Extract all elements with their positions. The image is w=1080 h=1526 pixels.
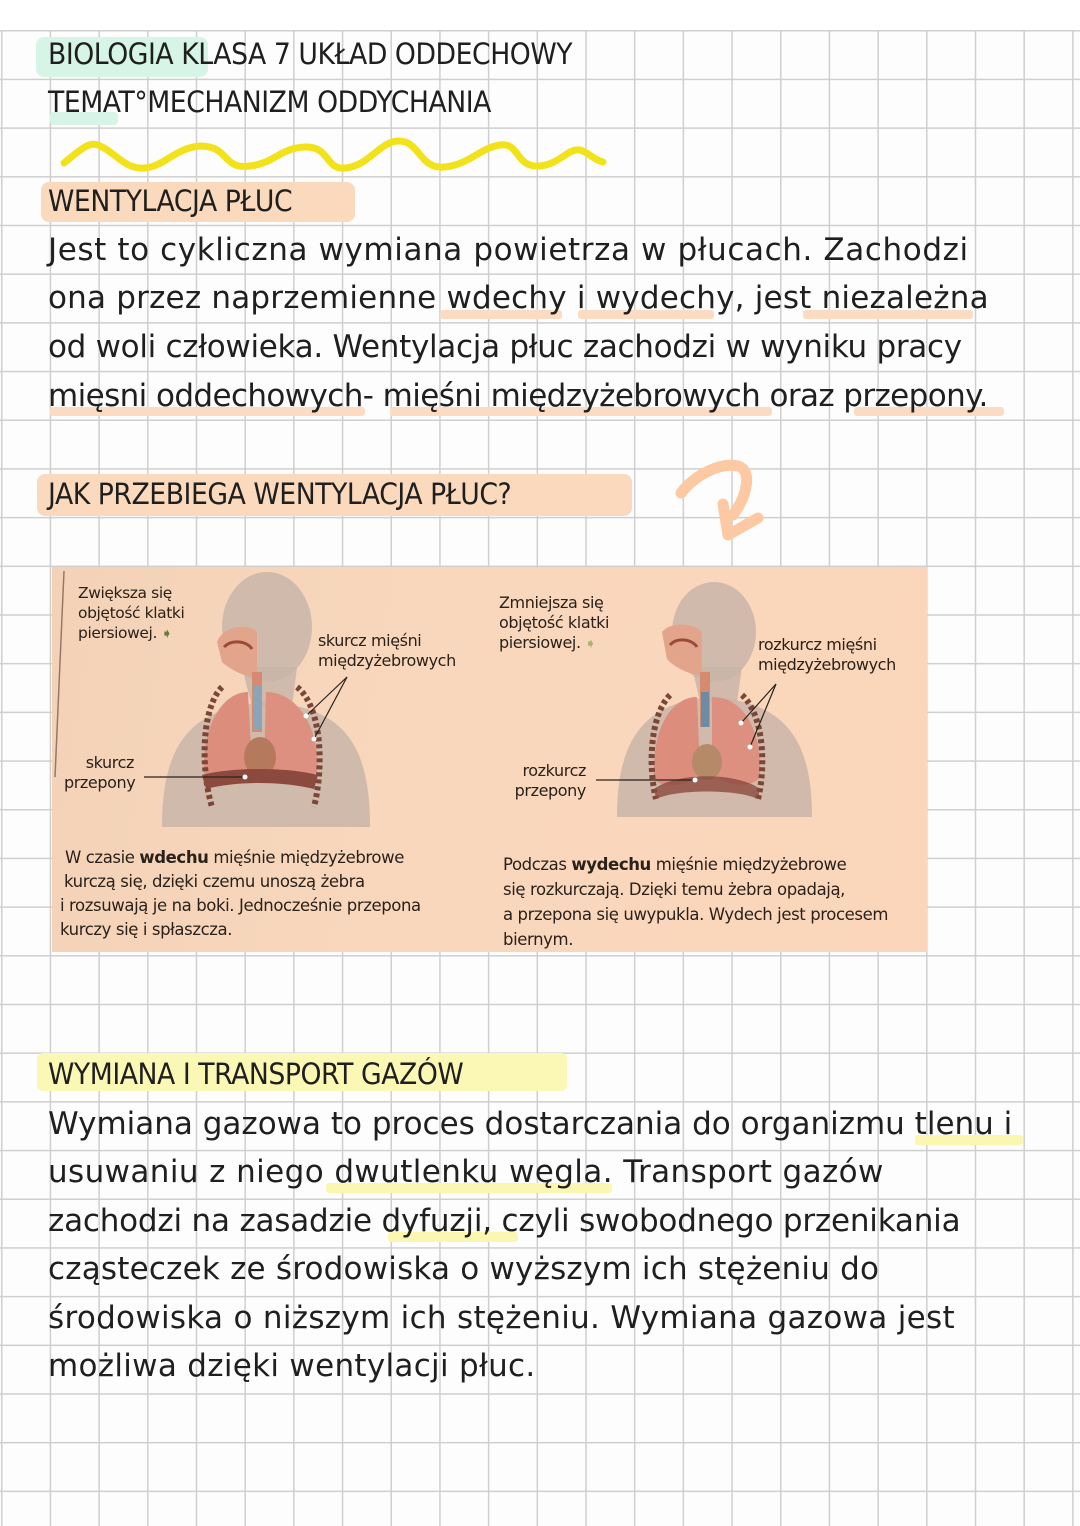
curved-arrow-down-icon <box>0 0 1080 600</box>
inhale-caption: W czasie wdechu mięśnie międzyżebrowe kurczą się, dzięki czemu unoszą żebra i rozsuwają je na boki. Jednocześnie przepona kurczy się i spłaszcza. <box>60 848 421 939</box>
section1-line-2: ona przez naprzemienne wdechy i wydechy, jest niezależna <box>48 280 989 316</box>
exhale-caption: Podczas wydechu mięśnie międzyżebrowe się rozkurczają. Dzięki temu żebra opadają, a przepona się uwypukla. Wydech jest procesem biernym. <box>503 855 889 949</box>
section1-line-1: Jest to cykliczna wymiana powietrza w płucach. Zachodzi <box>48 232 969 268</box>
inhale-keyword: wdechu <box>139 848 209 867</box>
section1-heading: WENTYLACJA PŁUC <box>48 184 293 218</box>
subject-text: BIOLOGIA <box>48 37 174 71</box>
class-and-chapter-text: KLASA 7 UKŁAD ODDECHOWY <box>173 37 573 71</box>
arrow-right-icon: ➧ <box>584 636 596 652</box>
section3-line-4: cząsteczek ze środowiska o wyższym ich stężeniu do <box>48 1251 880 1287</box>
topic-label: TEMAT <box>48 85 135 119</box>
topic-separator: ° <box>134 85 148 119</box>
exhale-muscle-label: rozkurcz mięśni międzyżebrowych <box>758 635 896 674</box>
exhale-keyword: wydechu <box>571 855 651 874</box>
exhale-volume-label: Zmniejsza się objętość klatki piersiowej. ➧ <box>499 593 610 652</box>
inhale-muscle-label: skurcz mięśni międzyżebrowych <box>318 631 456 670</box>
arrow-right-icon: ➧ <box>160 626 173 642</box>
section3-line-3: zachodzi na zasadzie dyfuzji, czyli swobodnego przenikania <box>48 1203 961 1239</box>
topic-title: MECHANIZM ODDYCHANIA <box>147 85 491 119</box>
section2-heading: JAK PRZEBIEGA WENTYLACJA PŁUC? <box>48 477 512 511</box>
section3-heading: WYMIANA I TRANSPORT GAZÓW <box>48 1057 464 1091</box>
section3-line-5: środowiska o niższym ich stężeniu. Wymiana gazowa jest <box>48 1300 955 1336</box>
section3-line-6: możliwa dzięki wentylacji płuc. <box>48 1348 536 1384</box>
section3-line-1: Wymiana gazowa to proces dostarczania do organizmu tlenu i <box>48 1106 1013 1142</box>
exhale-diaphragm-label: rozkurcz przepony <box>514 761 586 800</box>
section3-line-2: usuwaniu z niego dwutlenku węgla. Transport gazów <box>48 1154 884 1190</box>
section1-line-3: od woli człowieka. Wentylacja płuc zachodzi w wyniku pracy <box>48 329 962 365</box>
textbook-figure-breathing-mechanism <box>52 567 927 952</box>
section1-line-4: mięsni oddechowych- mięśni międzyżebrowych oraz przepony. <box>48 378 988 414</box>
inhale-diaphragm-label: skurcz przepony <box>64 753 136 792</box>
inhale-volume-label: Zwiększa się objętość klatki piersiowej. ➧ <box>78 584 185 642</box>
